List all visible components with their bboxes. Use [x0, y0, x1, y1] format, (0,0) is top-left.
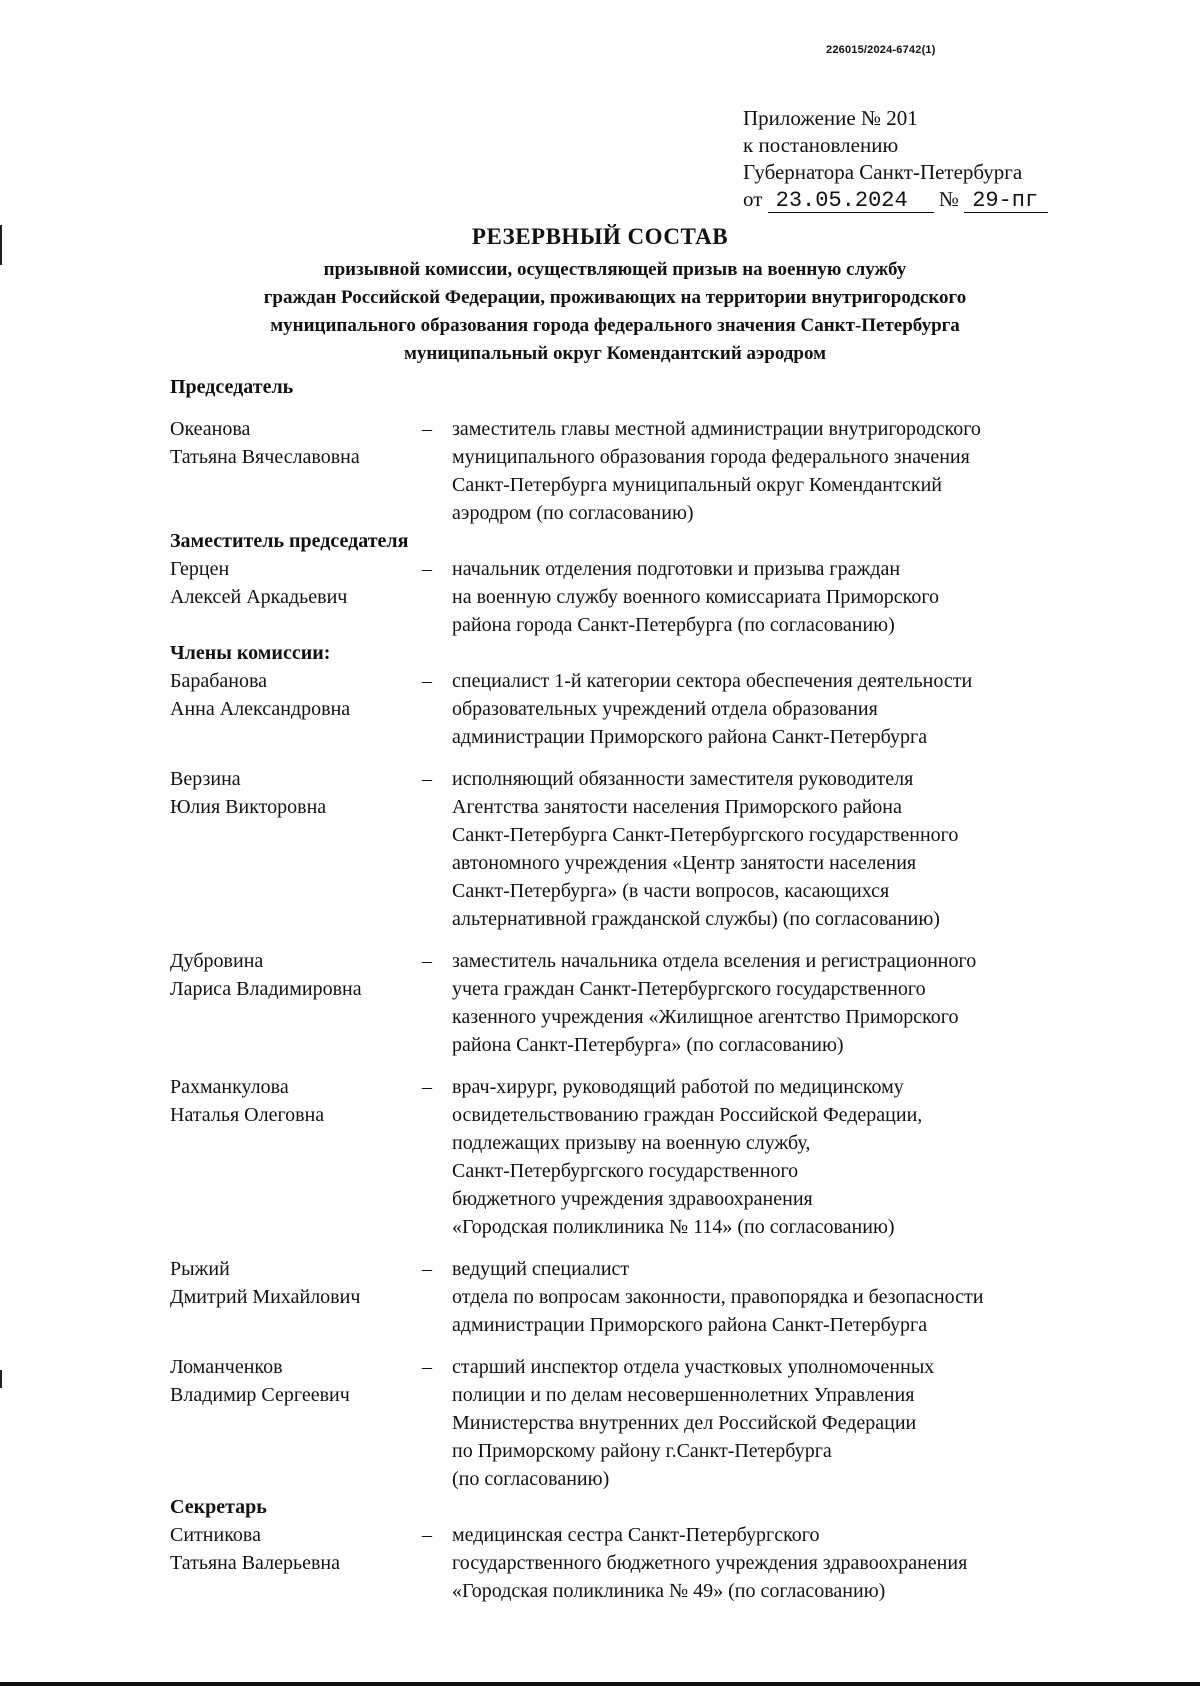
scan-edge-mark — [0, 1370, 2, 1388]
member-position — [452, 1255, 1170, 1339]
number-prefix: № — [938, 187, 959, 211]
member-name — [170, 1521, 422, 1605]
member-given-name: Татьяна Вячеславовна — [170, 446, 360, 468]
member-given-name: Владимир Сергеевич — [170, 1384, 350, 1406]
position-line: бюджетного учреждения здравоохранения — [452, 1188, 813, 1210]
document-title: РЕЗЕРВНЫЙ СОСТАВ — [471, 224, 729, 249]
commission-list — [170, 373, 1170, 1605]
member-entry — [170, 555, 1170, 639]
position-line: образовательных учреждений отдела образования — [452, 698, 878, 720]
dash-separator: – — [422, 418, 432, 440]
position-line: заместитель главы местной администрации внутригородского — [452, 418, 981, 440]
position-line: казенного учреждения «Жилищное агентство Приморского — [452, 1006, 959, 1028]
member-surname: Рыжий — [170, 1258, 230, 1280]
member-position — [452, 1521, 1170, 1605]
appendix-date-line — [743, 186, 1183, 213]
position-line: района Санкт-Петербурга» (по согласованию) — [452, 1034, 844, 1056]
position-line: «Городская поликлиника № 114» (по согласованию) — [452, 1216, 895, 1238]
member-given-name: Дмитрий Михайлович — [170, 1286, 361, 1308]
member-surname: Дубровина — [170, 950, 264, 972]
member-position — [452, 1353, 1170, 1493]
position-line: (по согласованию) — [452, 1468, 610, 1490]
appendix-block — [743, 105, 1183, 213]
position-line: Санкт-Петербурга Санкт-Петербургского государственного — [452, 824, 959, 846]
member-position — [452, 765, 1170, 933]
position-line: на военную службу военного комиссариата Приморского — [452, 586, 940, 608]
position-line: специалист 1-й категории сектора обеспечения деятельности — [452, 670, 973, 692]
document-subtitle — [150, 256, 1080, 368]
position-line: начальник отделения подготовки и призыва граждан — [452, 558, 901, 580]
member-given-name: Анна Александровна — [170, 698, 351, 720]
position-line: исполняющий обязанности заместителя руководителя — [452, 768, 914, 790]
position-line: подлежащих призыву на военную службу, — [452, 1132, 811, 1154]
member-name — [170, 947, 422, 1059]
appendix-line: Приложение № 201 — [743, 106, 918, 130]
position-line: старший инспектор отдела участковых уполномоченных — [452, 1356, 935, 1378]
dash-separator: – — [422, 1524, 432, 1546]
resolution-number: 29-пг — [964, 190, 1048, 213]
member-name — [170, 1255, 422, 1339]
position-line: Агентства занятости населения Приморского района — [452, 796, 902, 818]
position-line: ведущий специалист — [452, 1258, 630, 1280]
section-title-deputy: Заместитель председателя — [170, 530, 409, 552]
position-line: Санкт-Петербургского государственного — [452, 1160, 799, 1182]
position-line: района города Санкт-Петербурга (по согласованию) — [452, 614, 895, 636]
position-line: Санкт-Петербурга муниципальный округ Комендантский — [452, 474, 942, 496]
member-name — [170, 667, 422, 751]
member-given-name: Татьяна Валерьевна — [170, 1552, 340, 1574]
member-given-name: Алексей Аркадьевич — [170, 586, 348, 608]
member-entry — [170, 1521, 1170, 1605]
member-name — [170, 765, 422, 933]
member-name — [170, 555, 422, 639]
member-entry — [170, 765, 1170, 933]
position-line: по Приморскому району г.Санкт-Петербурга — [452, 1440, 832, 1462]
position-line: освидетельствованию граждан Российской Федерации, — [452, 1104, 923, 1126]
position-line: отдела по вопросам законности, правопорядка и безопасности — [452, 1286, 984, 1308]
section-title-secretary: Секретарь — [170, 1496, 267, 1518]
member-name — [170, 1353, 422, 1493]
member-entry — [170, 667, 1170, 751]
member-position — [452, 555, 1170, 639]
position-line: аэродром (по согласованию) — [452, 502, 694, 524]
subtitle-line: муниципального образования города федерального значения Санкт-Петербурга — [270, 315, 960, 336]
dash-separator: – — [422, 1356, 432, 1378]
member-entry — [170, 415, 1170, 527]
position-line: врач-хирург, руководящий работой по медицинскому — [452, 1076, 904, 1098]
member-surname: Ситникова — [170, 1524, 261, 1546]
member-surname: Верзина — [170, 768, 241, 790]
dash-separator: – — [422, 670, 432, 692]
date-prefix: от — [743, 187, 763, 211]
member-surname: Ломанченков — [170, 1356, 283, 1378]
member-entry — [170, 1073, 1170, 1241]
dash-separator: – — [422, 950, 432, 972]
scan-bottom-edge — [0, 1682, 1200, 1686]
member-position — [452, 415, 1170, 527]
position-line: администрации Приморского района Санкт-Петербурга — [452, 1314, 928, 1336]
member-given-name: Наталья Олеговна — [170, 1104, 325, 1126]
member-name — [170, 1073, 422, 1241]
appendix-line: Губернатора Санкт-Петербурга — [743, 160, 1023, 184]
position-line: администрации Приморского района Санкт-Петербурга — [452, 726, 928, 748]
member-position — [452, 1073, 1170, 1241]
position-line: учета граждан Санкт-Петербургского государственного — [452, 978, 926, 1000]
subtitle-line: граждан Российской Федерации, проживающих на территории внутригородского — [263, 287, 967, 308]
member-entry — [170, 1353, 1170, 1493]
position-line: полиции и по делам несовершеннолетних Управления — [452, 1384, 915, 1406]
member-name — [170, 415, 422, 527]
member-given-name: Юлия Викторовна — [170, 796, 327, 818]
member-given-name: Лариса Владимировна — [170, 978, 362, 1000]
dash-separator: – — [422, 1258, 432, 1280]
member-position — [452, 667, 1170, 751]
member-surname: Герцен — [170, 558, 230, 580]
position-line: автономного учреждения «Центр занятости населения — [452, 852, 917, 874]
position-line: муниципального образования города федерального значения — [452, 446, 970, 468]
position-line: государственного бюджетного учреждения здравоохранения — [452, 1552, 968, 1574]
member-entry — [170, 1255, 1170, 1339]
position-line: Санкт-Петербурга» (в части вопросов, касающихся — [452, 880, 890, 902]
dash-separator: – — [422, 1076, 432, 1098]
resolution-date: 23.05.2024 — [768, 190, 934, 213]
member-surname: Рахманкулова — [170, 1076, 289, 1098]
member-entry — [170, 947, 1170, 1059]
position-line: заместитель начальника отдела вселения и регистрационного — [452, 950, 977, 972]
position-line: Министерства внутренних дел Российской Федерации — [452, 1412, 917, 1434]
dash-separator: – — [422, 768, 432, 790]
subtitle-line: муниципальный округ Комендантский аэродром — [403, 343, 827, 364]
position-line: «Городская поликлиника № 49» (по согласованию) — [452, 1580, 886, 1602]
subtitle-line: призывной комиссии, осуществляющей призыв на военную службу — [323, 259, 907, 280]
position-line: медицинская сестра Санкт-Петербургского — [452, 1524, 820, 1546]
member-surname: Барабанова — [170, 670, 268, 692]
member-position — [452, 947, 1170, 1059]
section-title-chairman: Председатель — [170, 376, 294, 398]
dash-separator: – — [422, 558, 432, 580]
member-surname: Океанова — [170, 418, 251, 440]
position-line: альтернативной гражданской службы) (по согласованию) — [452, 908, 940, 930]
section-title-members: Члены комиссии: — [170, 642, 331, 664]
appendix-line: к постановлению — [743, 133, 899, 157]
document-registration-number: 226015/2024-6742(1) — [826, 44, 936, 56]
